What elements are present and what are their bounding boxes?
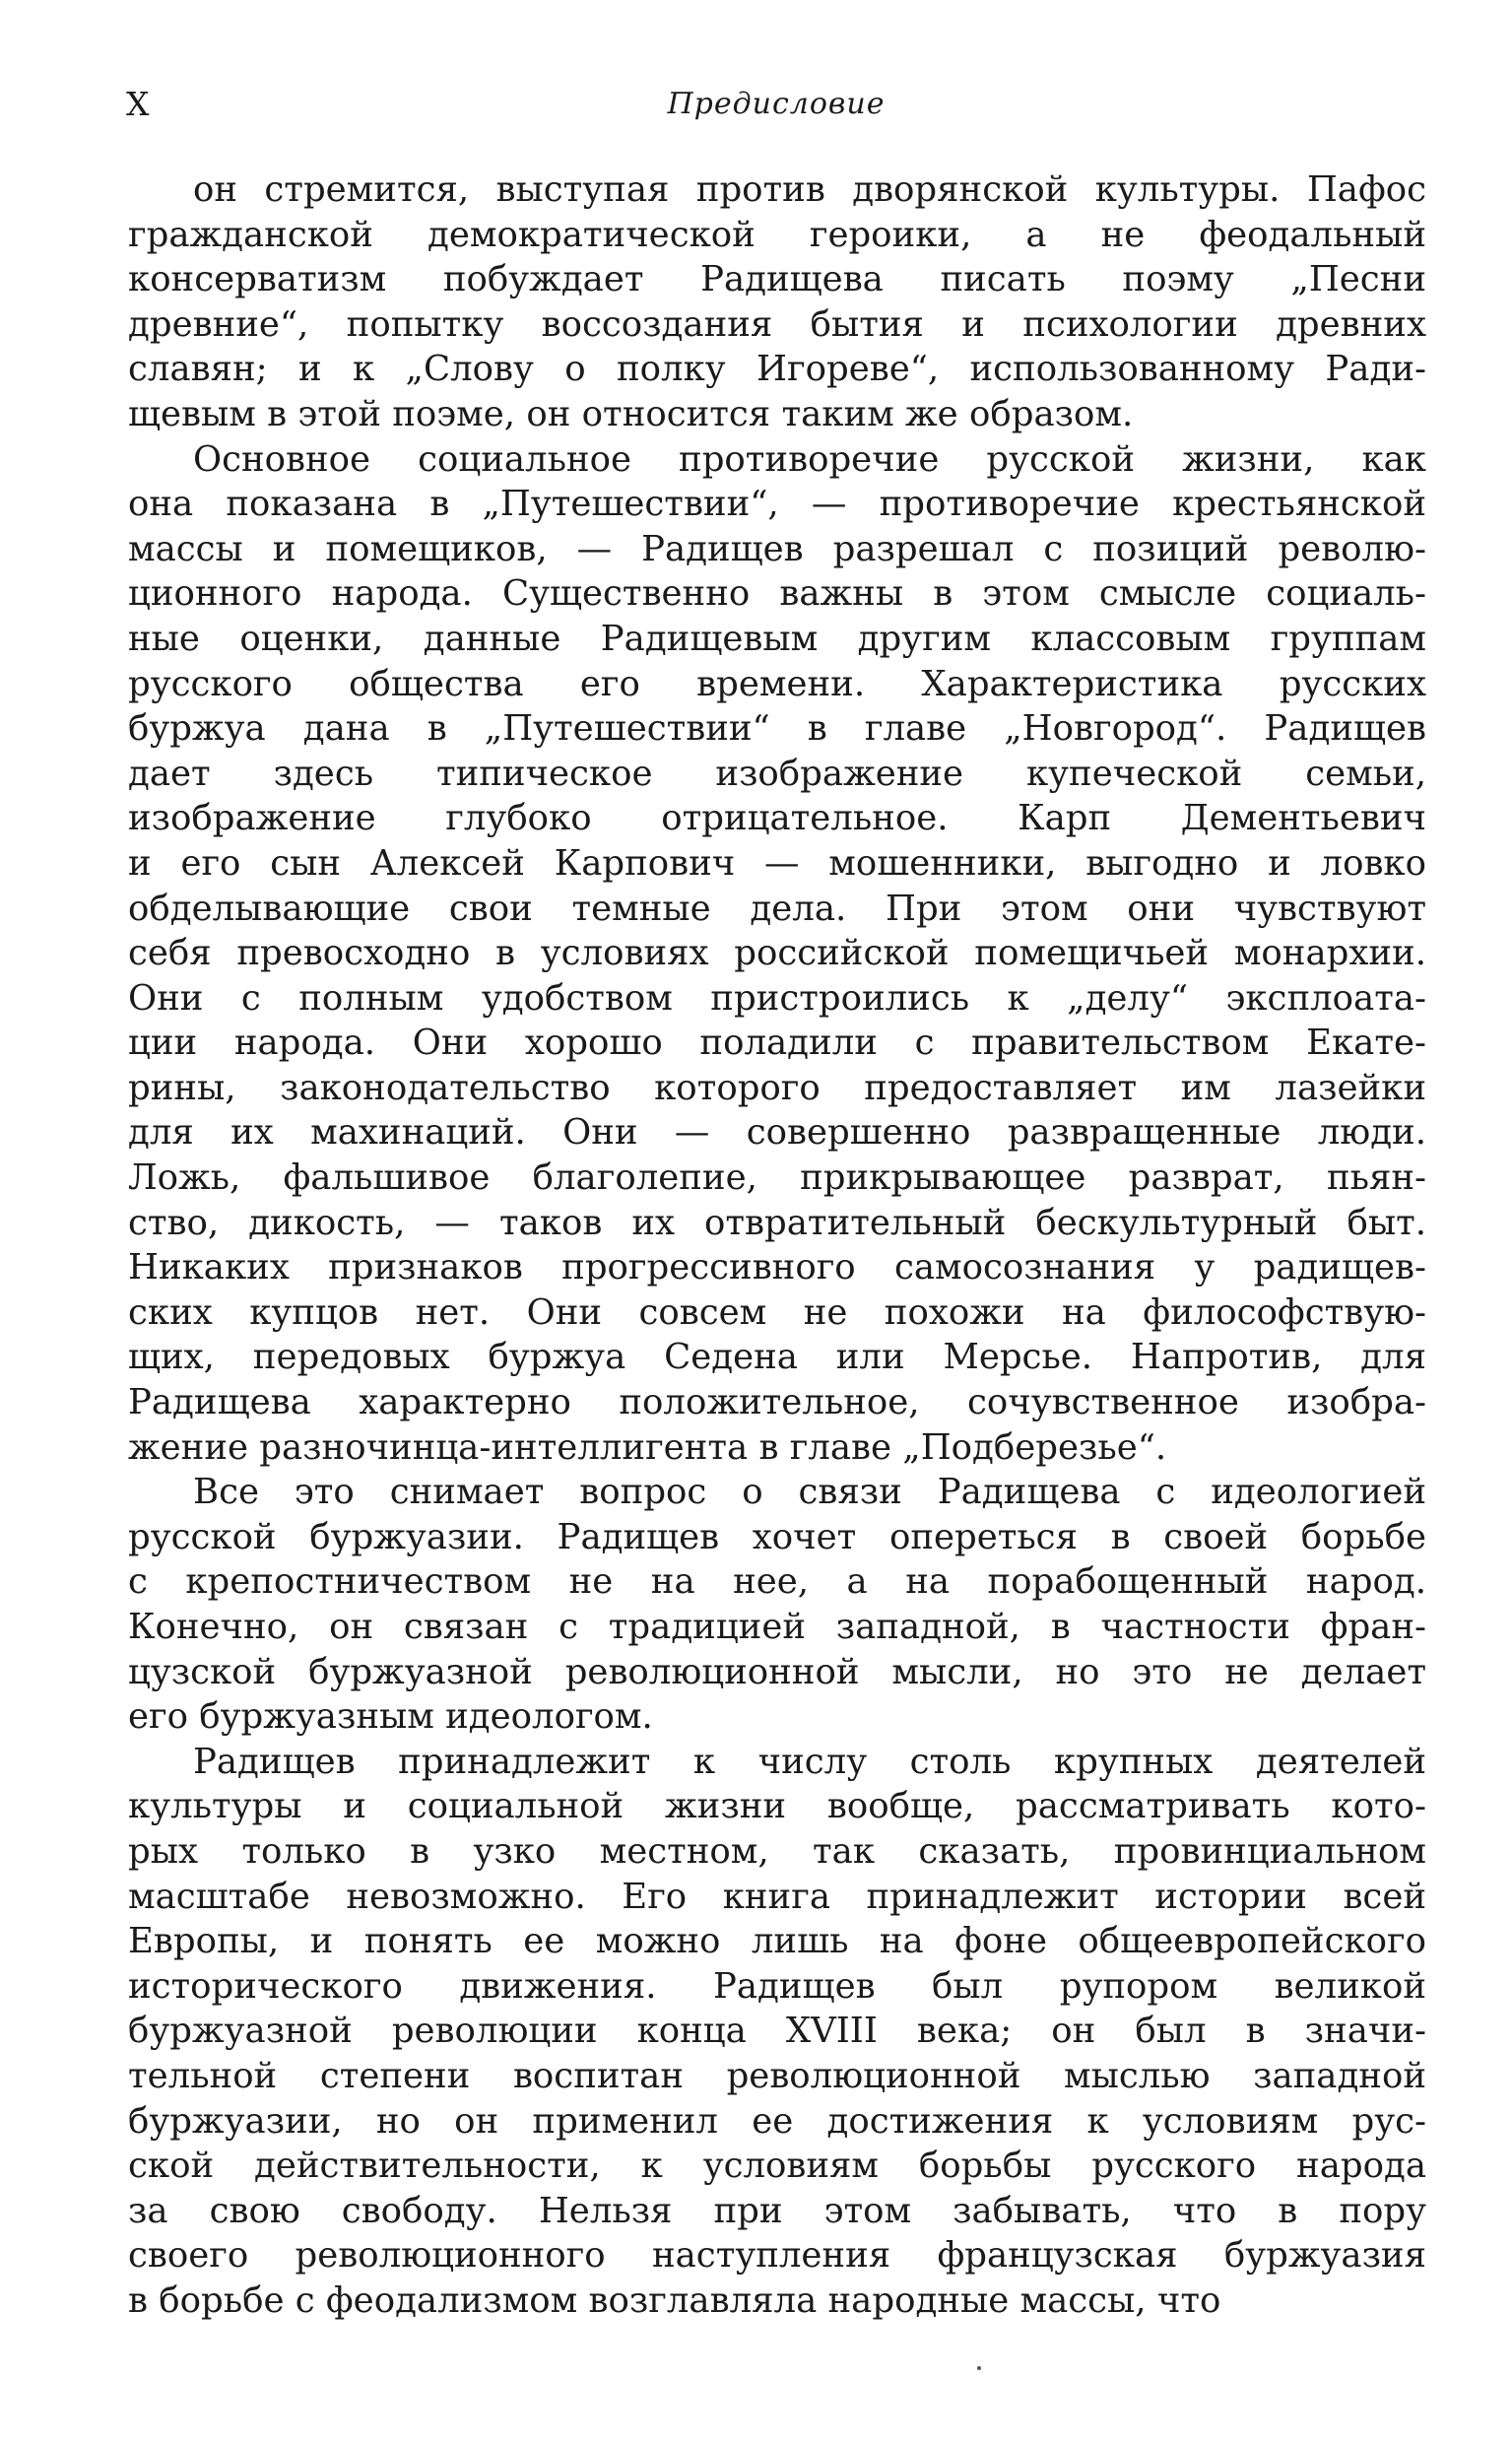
text-line: буржуазной революции конца XVIII века; он был в значи- [128, 2011, 1426, 2052]
text-line: ционного народа. Существенно важны в этом смысле социаль- [128, 573, 1426, 615]
text-line: буржуа дана в „Путешествии“ в главе „Новгород“. Радищев [128, 708, 1426, 750]
text-line: цузской буржуазной революционной мысли, но это не делает [128, 1651, 1426, 1692]
text-line: Радищев принадлежит к числу столь крупных деятелей [193, 1741, 1426, 1782]
text-line: Европы, и понять ее можно лишь на фоне общеевропейского [128, 1921, 1426, 1962]
text-line: массы и помещиков, — Радищев разрешал с позиций револю- [128, 528, 1426, 569]
text-line: русской буржуазии. Радищев хочет опереться в своей борьбе [128, 1516, 1426, 1557]
text-line: в борьбе с феодализмом возглавляла народные массы, что [128, 2279, 1221, 2321]
text-line: щих, передовых буржуа Седена или Мерсье. Напротив, для [128, 1337, 1426, 1378]
text-line: консерватизм побуждает Радищева писать поэму „Песни [128, 259, 1426, 300]
paragraph [128, 437, 1426, 1471]
text-line: ные оценки, данные Радищевым другим классовым группам [128, 618, 1426, 659]
text-line: его буржуазным идеологом. [128, 1696, 653, 1738]
text-line: Основное социальное противоречие русской жизни, как [193, 438, 1426, 480]
text-line: ских купцов нет. Они совсем не похожи на философствую- [128, 1291, 1426, 1333]
text-line: Ложь, фальшивое благолепие, прикрывающее разврат, пьян- [128, 1157, 1426, 1199]
text-line: рых только в узко местном, так сказать, провинциальном [128, 1830, 1426, 1872]
text-line: исторического движения. Радищев был рупором великой [128, 1965, 1426, 2007]
body-text [128, 167, 1426, 2324]
text-line: ской действительности, к условиям борьбы русского народа [128, 2146, 1426, 2187]
text-line: рины, законодательство которого предоставляет им лазейки [128, 1067, 1426, 1108]
text-line: Конечно, он связан с традицией западной, в частности фран- [128, 1607, 1426, 1647]
page-number: X [126, 85, 150, 123]
text-line: тельной степени воспитан революционной мыслью западной [128, 2055, 1426, 2096]
text-line: изображение глубоко отрицательное. Карп Дементьевич [128, 798, 1426, 839]
text-line: себя превосходно в условиях российской помещичьей монархии. [128, 933, 1426, 974]
text-line: дает здесь типическое изображение купеческой семьи, [128, 753, 1426, 794]
page-header [126, 85, 1426, 124]
text-line: ство, дикость, — таков их отвратительный бескультурный быт. [128, 1202, 1426, 1243]
paragraph [128, 1470, 1426, 1740]
text-line: культуры и социальной жизни вообще, рассматривать кото- [128, 1786, 1426, 1827]
text-line: и его сын Алексей Карпович — мошенники, выгодно и ловко [128, 842, 1426, 884]
paragraph [128, 167, 1426, 437]
text-line: своего революционного наступления французская буржуазия [128, 2235, 1426, 2277]
text-line: Радищева характерно положительное, сочувственное изобра- [128, 1382, 1426, 1423]
text-line: с крепостничеством не на нее, а на порабощенный народ. [128, 1561, 1426, 1603]
text-line: он стремится, выступая против дворянской культуры. Пафос [193, 169, 1426, 210]
text-line: жение разночинца-интеллигента в главе „Подберезье“. [128, 1426, 1167, 1468]
paragraph [128, 1740, 1426, 2324]
text-line: Они с полным удобством пристроились к „делу“ эксплоата- [128, 977, 1426, 1019]
text-line: Все это снимает вопрос о связи Радищева с идеологией [193, 1472, 1426, 1513]
running-title: Предисловие [667, 87, 886, 121]
text-line: щевым в этой поэме, он относится таким же образом. [128, 393, 1134, 434]
text-line: ции народа. Они хорошо поладили с правительством Екате- [128, 1023, 1426, 1064]
text-line: древние“, попытку воссоздания бытия и психологии древних [128, 303, 1426, 345]
text-line: для их махинаций. Они — совершенно развращенные люди. [128, 1112, 1426, 1154]
text-line: масштабе невозможно. Его книга принадлежит истории всей [128, 1876, 1426, 1917]
text-line: славян; и к „Слову о полку Игореве“, использованному Ради- [128, 349, 1426, 390]
text-line: обделывающие свои темные дела. При этом они чувствуют [128, 888, 1426, 929]
text-line: буржуазии, но он применил ее достижения к условиям рус- [128, 2100, 1426, 2142]
print-mark [977, 2366, 981, 2370]
text-line: Никаких признаков прогрессивного самосознания у радищев- [128, 1247, 1426, 1288]
text-line: гражданской демократической героики, а не феодальный [128, 214, 1426, 255]
text-line: русского общества его времени. Характеристика русских [128, 663, 1426, 704]
text-line: она показана в „Путешествии“, — противоречие крестьянской [128, 484, 1426, 525]
text-line: за свою свободу. Нельзя при этом забывать, что в пору [128, 2190, 1426, 2231]
